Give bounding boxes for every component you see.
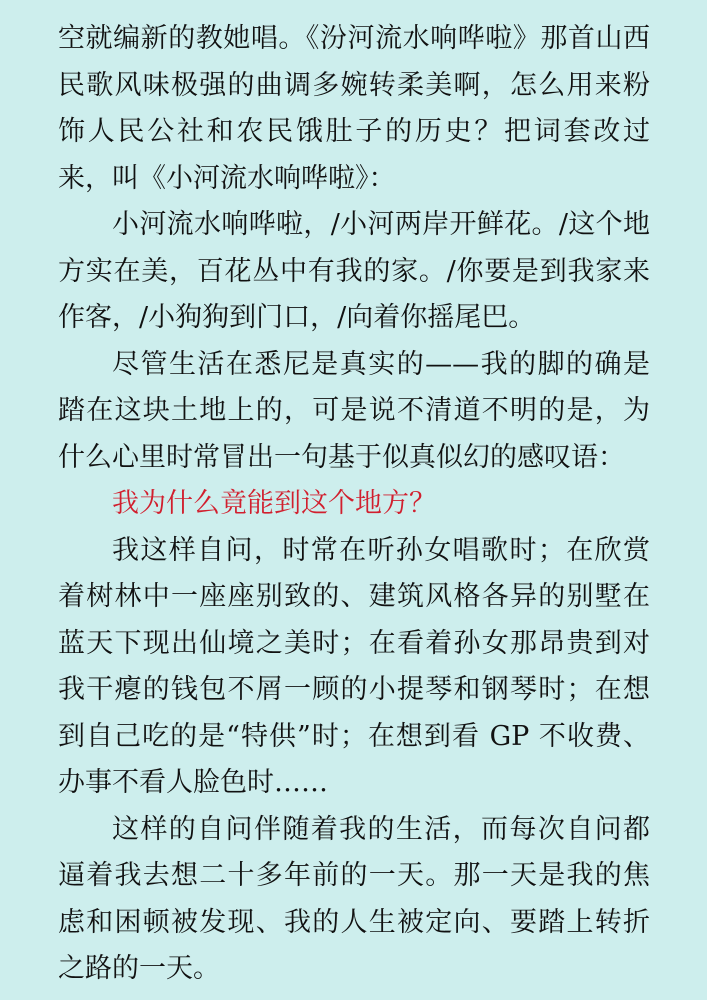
paragraph-highlighted-question: 我为什么竟能到这个地方？ [112,488,436,519]
paragraph-song-lyrics: 小河流水响哗啦，/小河两岸开鲜花。/这个地方实在美，百花丛中有我的家。/你要是到我家来作客，/小狗狗到门口，/向着你摇尾巴。 [58,209,650,333]
body-text [58,16,650,993]
paragraph-song-rewrite-intro: 空就编新的教她唱。《汾河流水响哗啦》那首山西民歌风味极强的曲调多婉转柔美啊，怎么用来粉饰人民公社和农民饿肚子的历史？把词套改过来，叫《小河流水响哗啦》： [58,23,650,194]
paragraph-turning-point: 这样的自问伴随着我的生活，而每次自问都逼着我去想二十多年前的一天。那一天是我的焦虑和困顿被发现、我的人生被定向、要踏上转折之路的一天。 [58,813,650,984]
paragraph-self-questioning: 我这样自问，时常在听孙女唱歌时；在欣赏着树林中一座座别致的、建筑风格各异的别墅在蓝天下现出仙境之美时；在看着孙女那昂贵到对我干瘪的钱包不屑一顾的小提琴和钢琴时；在想到自己吃的是“特供”时；在想到看 GP 不收费、办事不看人脸色时…… [58,534,650,798]
paragraph-sydney-reflection: 尽管生活在悉尼是真实的——我的脚的确是踏在这块土地上的，可是说不清道不明的是，为什么心里时常冒出一句基于似真似幻的感叹语： [58,348,650,473]
